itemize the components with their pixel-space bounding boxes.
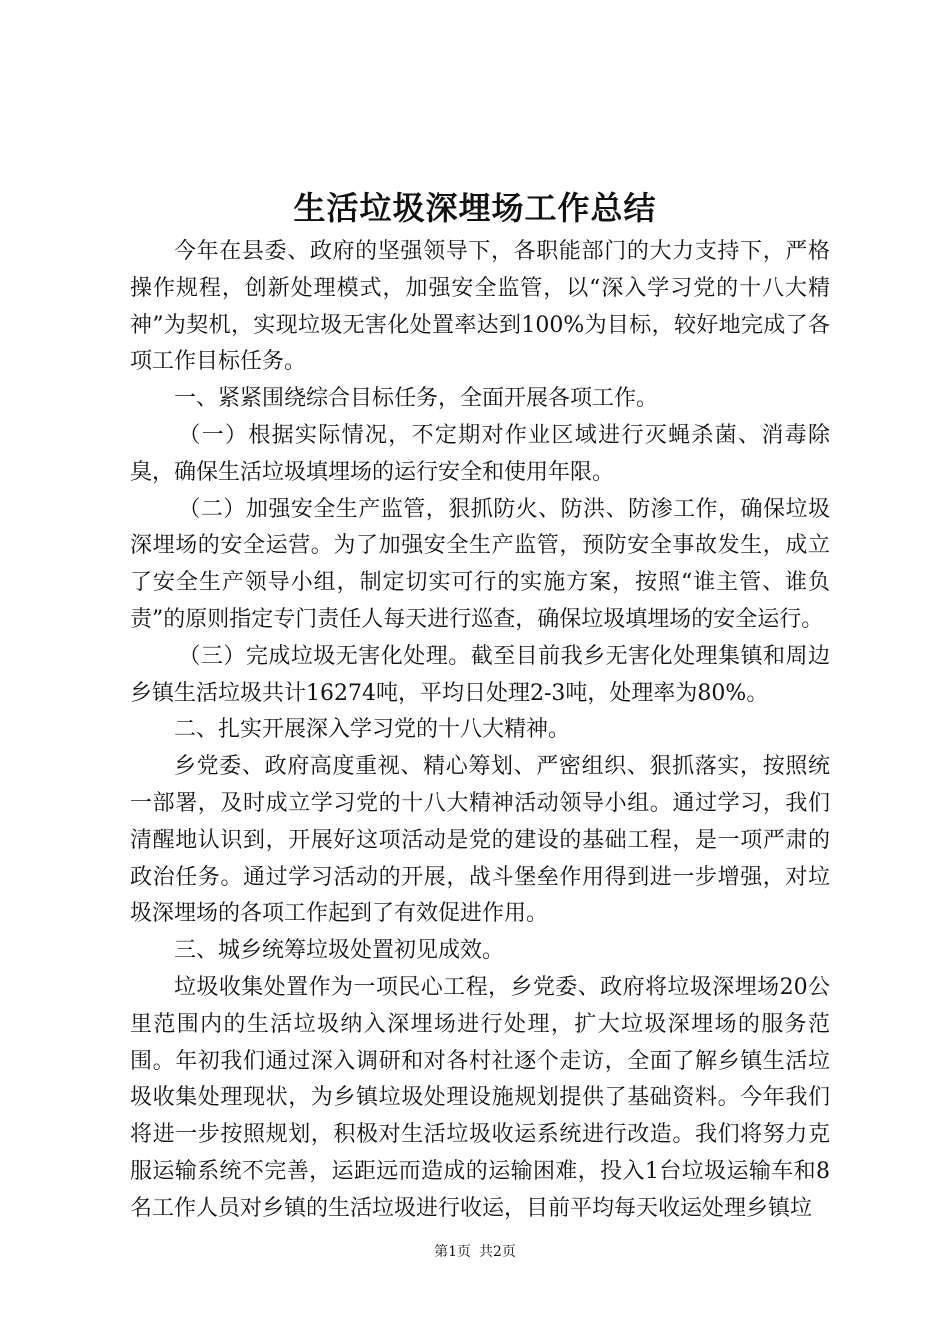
page-footer (0, 1242, 950, 1262)
document-body (130, 234, 830, 1228)
section-heading-1: 一、紧紧围绕综合目标任务，全面开展各项工作。 (174, 386, 659, 412)
page-total: 共2页 (479, 1244, 516, 1260)
paragraph-item-1: （一）根据实际情况，不定期对作业区域进行灭蝇杀菌、消毒除臭，确保生活垃圾填埋场的运行安全和使用年限。 (130, 422, 830, 485)
paragraph-collection: 垃圾收集处置作为一项民心工程，乡党委、政府将垃圾深埋场20公里范围内的生活垃圾纳入深埋场进行处理，扩大垃圾深埋场的服务范围。年初我们通过深入调研和对各村社逐个走访，全面了解乡镇生活垃圾收集处理现状，为乡镇垃圾处理设施规划提供了基础资料。今年我们将进一步按照规划，积极对生活垃圾收运系统进行改造。我们将努力克服运输系统不完善，运距远而造成的运输困难，投入1台垃圾运输车和8名工作人员对乡镇的生活垃圾进行收运，目前平均每天收运处理乡镇垃 (130, 974, 830, 1221)
section-heading-3: 三、城乡统筹垃圾处置初见成效。 (174, 938, 505, 964)
section-heading-2: 二、扎实开展深入学习党的十八大精神。 (174, 717, 571, 743)
paragraph-item-2: （二）加强安全生产监管，狠抓防火、防洪、防渗工作，确保垃圾深埋场的安全运营。为了加强安全生产监管，预防安全事故发生，成立了安全生产领导小组，制定切实可行的实施方案，按照“谁主管、谁负责”的原则指定专门责任人每天进行巡查，确保垃圾填埋场的安全运行。 (130, 496, 830, 632)
paragraph-item-3: （三）完成垃圾无害化处理。截至目前我乡无害化处理集镇和周边乡镇生活垃圾共计16274吨，平均日处理2-3吨，处理率为80%。 (130, 643, 830, 706)
document-title: 生活垃圾深埋场工作总结 (293, 189, 657, 227)
page-number: 第1页 (434, 1244, 471, 1260)
paragraph-intro: 今年在县委、政府的坚强领导下，各职能部门的大力支持下，严格操作规程，创新处理模式，加强安全监管，以“深入学习党的十八大精神”为契机，实现垃圾无害化处置率达到100%为目标，较好地完成了各项工作目标任务。 (130, 239, 830, 375)
paragraph-study: 乡党委、政府高度重视、精心筹划、严密组织、狠抓落实，按照统一部署，及时成立学习党的十八大精神活动领导小组。通过学习，我们清醒地认识到，开展好这项活动是党的建设的基础工程，是一项严肃的政治任务。通过学习活动的开展，战斗堡垒作用得到进一步增强，对垃圾深埋场的各项工作起到了有效促进作用。 (130, 754, 830, 927)
